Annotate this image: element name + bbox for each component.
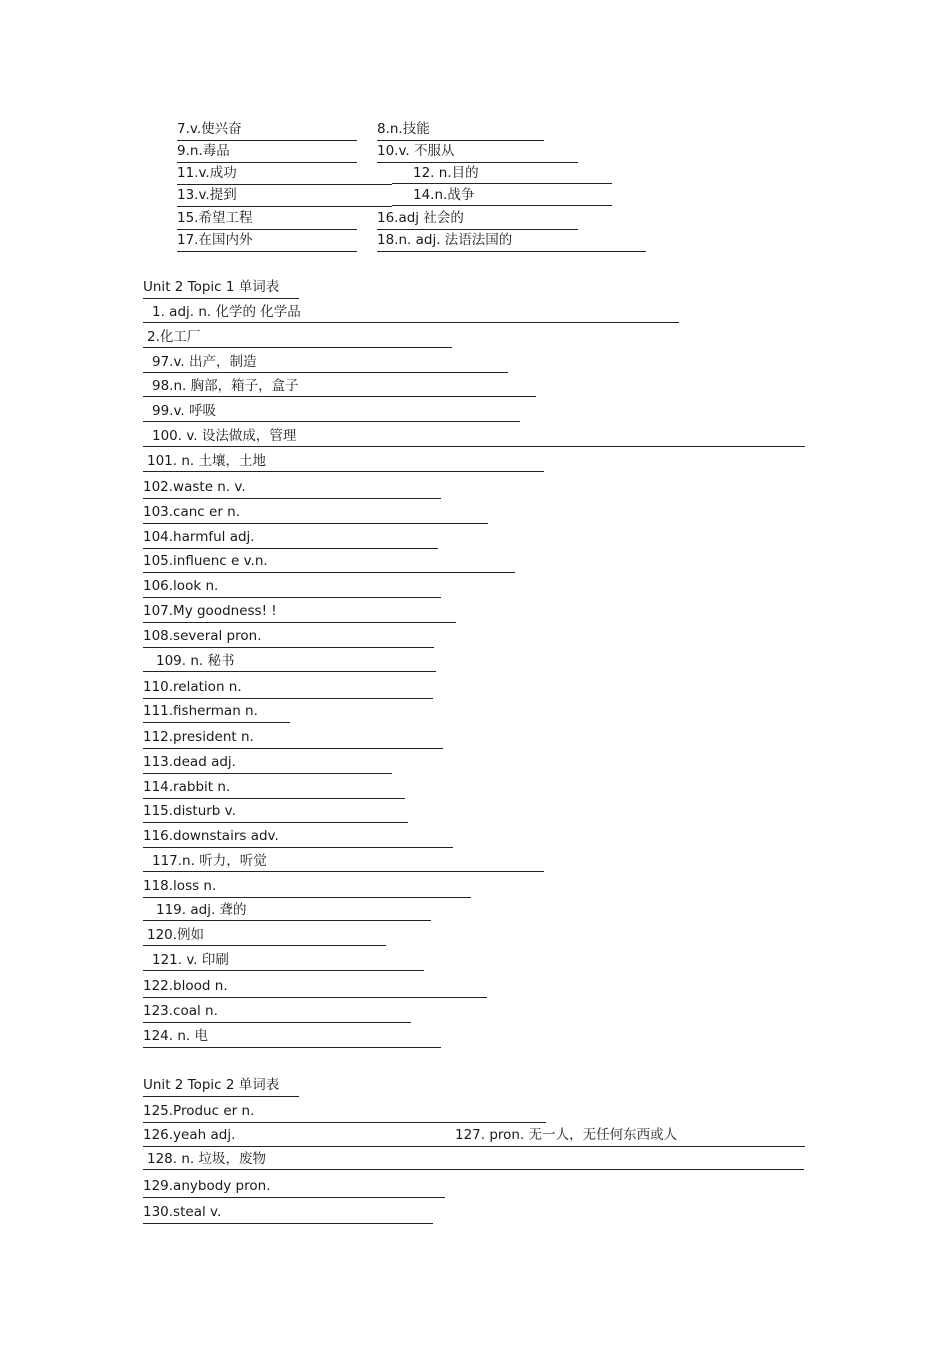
vocab-item: 101. n. 土壤，土地	[143, 453, 544, 472]
vocab-item: 105.influenc e v.n.	[143, 553, 515, 573]
vocab-item: 124. n. 电	[143, 1028, 441, 1048]
vocab-item: 108.several pron.	[143, 628, 434, 648]
vocab-item: 118.loss n.	[143, 878, 471, 898]
vocab-item: 116.downstairs adv.	[143, 828, 453, 848]
vocab-item: 113.dead adj.	[143, 754, 392, 774]
vocab-item: 102.waste n. v.	[143, 479, 441, 499]
vocab-item: 9.n.毒品	[177, 143, 357, 163]
vocab-item: 14.n.战争	[392, 187, 612, 206]
vocab-item: 13.v.提到	[177, 187, 392, 207]
vocab-item: 99.v. 呼吸	[143, 403, 520, 422]
vocab-item: 15.希望工程	[177, 210, 357, 230]
vocab-item: 107.My goodness! !	[143, 603, 456, 623]
vocab-item: 7.v.使兴奋	[177, 121, 357, 141]
vocab-item: 117.n. 听力，听觉	[143, 853, 544, 872]
vocab-item: 122.blood n.	[143, 978, 487, 998]
vocab-item: 128. n. 垃圾，废物	[143, 1151, 804, 1170]
vocab-item: 12. n.目的	[392, 165, 612, 184]
vocab-item: 98.n. 胸部，箱子，盒子	[143, 378, 536, 397]
vocab-item: 115.disturb v.	[143, 803, 408, 823]
vocab-item: 16.adj 社会的	[377, 210, 578, 230]
vocab-item: 10.v. 不服从	[377, 143, 578, 163]
vocab-item: 97.v. 出产，制造	[143, 354, 508, 373]
vocab-item: 110.relation n.	[143, 679, 433, 699]
vocab-item: 109. n. 秘书	[143, 653, 436, 672]
vocab-item: 120.例如	[143, 927, 386, 946]
vocab-item: 8.n.技能	[377, 121, 544, 141]
vocab-item: 112.president n.	[143, 729, 443, 749]
vocab-item: 111.fisherman n.	[143, 703, 290, 723]
vocab-item: 106.look n.	[143, 578, 441, 598]
vocab-item: 11.v.成功	[177, 165, 392, 185]
vocab-item: 123.coal n.	[143, 1003, 411, 1023]
vocab-item: 100. v. 设法做成，管理	[143, 428, 805, 447]
vocab-item: 119. adj. 聋的	[143, 902, 431, 921]
vocab-item: 114.rabbit n.	[143, 779, 405, 799]
vocab-item: 127. pron. 无一人，无任何东西或人	[455, 1127, 805, 1147]
vocab-item: 18.n. adj. 法语法国的	[377, 232, 646, 252]
vocab-item: 104.harmful adj.	[143, 529, 438, 549]
vocab-item: 126.yeah adj.	[143, 1127, 455, 1147]
vocab-item: 1. adj. n. 化学的 化学品	[143, 304, 679, 323]
vocab-item: 125.Produc er n.	[143, 1103, 546, 1123]
section-heading: Unit 2 Topic 1 单词表	[143, 279, 299, 299]
vocab-item: 130.steal v.	[143, 1204, 433, 1224]
vocab-item: 121. v. 印刷	[143, 952, 424, 971]
vocab-item: 129.anybody pron.	[143, 1178, 445, 1198]
vocab-item: 17.在国内外	[177, 232, 357, 252]
vocab-item: 103.canc er n.	[143, 504, 488, 524]
vocab-item: 2.化工厂	[143, 329, 452, 348]
section-heading: Unit 2 Topic 2 单词表	[143, 1077, 299, 1097]
